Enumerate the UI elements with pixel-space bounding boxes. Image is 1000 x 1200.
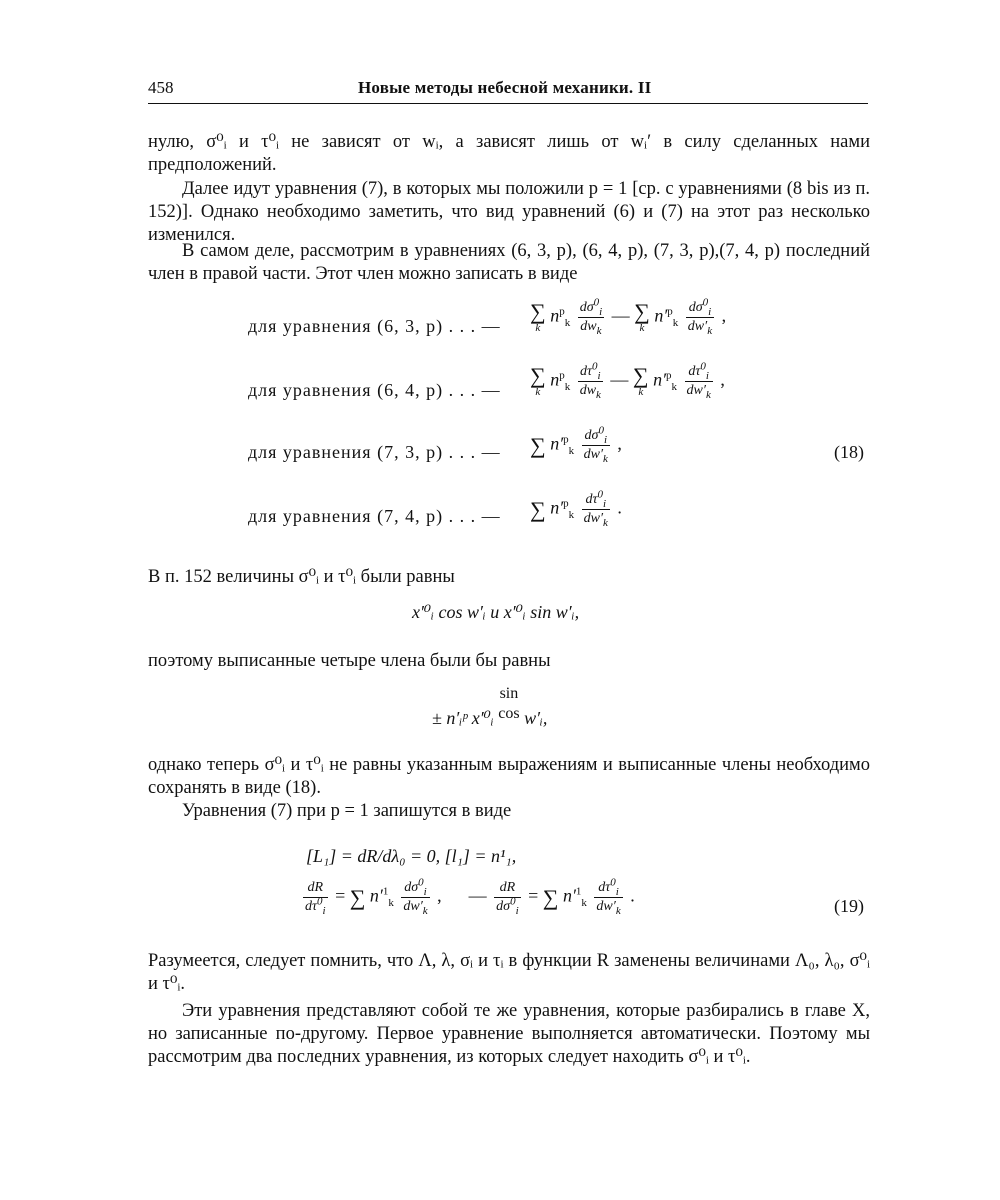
fraction: $\frac{d\tau^0_i}{dw'_k}$ [583,488,608,529]
equation-number-18: (18) [834,442,864,462]
paragraph-3: В самом деле, рассмотрим в уравнениях (6, 3, p), (6, 4, p), (7, 3, p),(7, 4, p) последний член в правой части. Этот член можно записать в виде [148,241,870,284]
fraction: $\frac{d\sigma^0_i}{dw'_k}$ [687,296,713,337]
fraction: $\frac{d\sigma^0_i}{dw_k}$ [579,296,603,337]
sin-text: sin [499,685,519,702]
sum-symbol: ∑ k [634,298,650,334]
paragraph-1: нулю, σ⁰ᵢ и τ⁰ᵢ не зависят от wᵢ, а зависят лишь от wᵢ′ в силу сделанных нами предположений. [148,132,870,175]
fraction: $\frac{d\tau^0_i}{dw'_k}$ [596,876,621,917]
formula-pm-term [432,684,548,729]
eq18-row3-label: для уравнения (7, 3, p) . . . — [248,442,501,462]
eq18-row4-label: для уравнения (7, 4, p) . . . — [248,506,501,526]
header-rule [148,103,868,104]
paragraph-4: В п. 152 величины σ⁰ᵢ и τ⁰ᵢ были равны [148,567,455,587]
fraction: $\frac{d\sigma^0_i}{dw'_k}$ [403,876,428,917]
fraction: $\frac{d\tau^0_i}{dw_k}$ [579,360,601,401]
eq18-row4-expression: ∑ $n'^p_k$ $\frac{d\tau^0_i}{dw'_k}$ . [530,488,622,529]
sum-symbol: ∑ [349,884,366,910]
formula-cos-sin: x′⁰ᵢ cos w′ᵢ и x′⁰ᵢ sin w′ᵢ, [412,602,580,622]
paragraph-9: Эти уравнения представляют собой те же уравнения, которые разбирались в главе X, но записанные по-другому. Первое уравнение выполняется автоматически. Поэтому мы рассмотрим два последних уравнения, из которых следует находить σ⁰ᵢ и τ⁰ᵢ. [148,1001,870,1067]
eq19-line2: $\frac{dR}{d\tau^0_i}$ = ∑ $n'^1_k$ $\frac{d\sigma^0_i}{dw'_k}$ , — $\frac{dR}{d\sigma^0_i}$ = ∑ $n'^1_k$ $\frac{d\tau^0_i}{dw'_k}$ . [305,876,635,917]
page-number: 458 [148,78,174,97]
cos-text: cos [498,705,520,722]
sum-symbol: ∑ k [530,298,546,334]
sum-symbol: ∑ [542,884,559,910]
eq18-row1-label: для уравнения (6, 3, p) . . . — [248,316,501,336]
pm-term-text: ± n′ᵢᵖ x′⁰ᵢ [432,708,494,729]
sum-symbol: ∑ k [632,362,649,398]
eq18-row2-expression: ∑ k $n^p_k$ $\frac{d\tau^0_i}{dw_k}$ — ∑ k $n'^p_k$ $\frac{d\tau^0_i}{dw'_k}$ , [530,360,725,401]
sum-symbol: ∑ [530,432,546,458]
eq18-row3-expression: ∑ $n'^p_k$ $\frac{d\sigma^0_i}{dw'_k}$ , [530,424,622,465]
eq18-row1-expression: ∑ k $n^p_k$ $\frac{d\sigma^0_i}{dw_k}$ — ∑ k $n'^p_k$ $\frac{d\sigma^0_i}{dw'_k}$ , [530,296,727,337]
fraction: $\frac{dR}{d\tau^0_i}$ [305,880,326,917]
fraction: $\frac{d\tau^0_i}{dw'_k}$ [686,360,711,401]
paragraph-7: Уравнения (7) при p = 1 запишутся в виде [182,801,512,821]
equation-number-19: (19) [834,896,864,916]
eq18-row2-label: для уравнения (6, 4, p) . . . — [248,380,501,400]
page-header [148,78,868,102]
fraction: $\frac{d\sigma^0_i}{dw'_k}$ [583,424,608,465]
sin-cos-stack [498,684,519,724]
fraction: $\frac{dR}{d\sigma^0_i}$ [496,880,519,917]
sum-symbol: ∑ [530,496,546,522]
w-tail-text: w′ᵢ, [524,708,548,729]
eq19-line1: [L₁] = dR/dλ₀ = 0, [l₁] = n¹₁, [306,846,517,866]
paragraph-5: поэтому выписанные четыре члена были бы равны [148,651,551,671]
paragraph-6: однако теперь σ⁰ᵢ и τ⁰ᵢ не равны указанным выражениям и выписанные члены необходимо сохранять в виде (18). [148,755,870,798]
paragraph-2: Далее идут уравнения (7), в которых мы положили p = 1 [ср. с уравнениями (8 bis из п. 152)]. Однако необходимо заметить, что вид уравнений (6) и (7) на этот раз несколько изменился. [148,179,870,245]
paragraph-8: Разумеется, следует помнить, что Λ, λ, σᵢ и τᵢ в функции R заменены величинами Λ₀, λ₀, σ⁰ᵢ и τ⁰ᵢ. [148,951,870,994]
sum-symbol: ∑ k [530,362,546,398]
running-title: Новые методы небесной механики. II [358,78,652,97]
